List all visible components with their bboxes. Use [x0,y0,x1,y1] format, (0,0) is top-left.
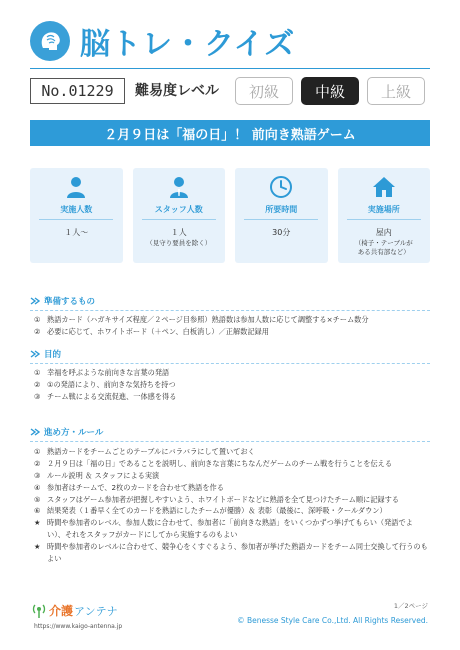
double-chevron-icon [30,296,40,306]
section-title: 準備するもの [44,297,96,307]
difficulty-label: 難易度レベル [135,83,219,99]
info-cards [30,168,430,263]
info-label: 実施場所 [367,205,400,214]
double-chevron-icon [30,349,40,359]
info-card-staff [133,168,226,263]
copyright-notice: © Benesse Style Care Co.,Ltd. All Rights Reserved. [237,616,428,625]
item-text: ルール説明 ＆ スタッフによる実演 [47,470,160,480]
level-beginner: 初級 [235,77,293,105]
rules-list [34,446,429,565]
item-number: ① [34,315,41,324]
info-label: 所要時間 [265,205,298,214]
item-text: 幸福を呼ぶような前向きな言葉の発語 [47,368,170,377]
item-text: 時間や参加者のレベルに合わせて、競争心をくすぐるよう、参加者が挙げた熟語カードをチーム同士交換して行うのもよい [47,542,428,563]
house-icon [371,174,397,200]
section-divider [30,363,430,364]
info-divider [39,219,113,220]
list-item [34,482,429,494]
info-card-duration [235,168,328,263]
info-card-location [338,168,431,263]
page-number: 1／2ページ [393,602,428,610]
item-text: スタッフはゲーム参加者が把握しやすいよう、ホワイトボードなどに熟語を全て見つけたチーム順に記録する [47,494,399,504]
list-item [34,379,429,391]
info-divider [347,219,421,220]
item-text: チーム戦による交流促進、一体感を得る [47,391,177,401]
item-text: 必要に応じて、ホワイトボード（＋ペン、白板消し）／正解数記録用 [47,326,269,336]
section-header-rules [30,424,430,440]
item-number: ② [34,326,41,336]
item-text: 熟語カード（ハガキサイズ程度／２ページ目参照）熟語数は参加人数に応じて調整する×チーム数分 [47,315,369,324]
quiz-title-banner: ２月９日は「福の日」！ 前向き熟語ゲーム [30,120,430,146]
person-icon [63,174,89,200]
list-item [34,391,429,403]
item-text: ２月９日は「福の日」であることを説明し、前向きな言葉にちなんだゲームのチーム戦を行うことを伝える [47,458,393,468]
antenna-icon [32,603,46,619]
info-value: １人～ [64,228,89,237]
level-advanced: 上級 [367,77,425,105]
info-note: （見守り要員を除く） [146,238,212,247]
list-item [34,541,429,565]
staff-icon [166,174,192,200]
kaigo-antenna-logo[interactable] [32,602,118,619]
list-item [34,458,429,470]
item-number: ★ [34,518,41,528]
clock-icon [268,174,294,200]
section-title: 進め方・ルール [44,428,104,438]
item-number: ④ [34,482,41,492]
item-text: ①の発語により、前向きな気持ちを持つ [47,379,176,389]
list-item [34,505,429,517]
item-number: ★ [34,542,41,551]
item-number: ③ [34,470,41,480]
item-text: 参加者はチームで、2枚のカードを合わせて熟語を作る [47,482,224,492]
logo-subtext: アンテナ [74,604,118,618]
header [30,20,430,62]
list-item [34,367,429,379]
double-chevron-icon [30,427,40,437]
page-title: 脳トレ・クイズ [80,27,296,62]
purpose-list [34,367,429,403]
list-item [34,470,429,482]
section-header-prep [30,293,430,309]
info-card-participants [30,168,123,263]
list-item [34,517,429,541]
info-value: 30分 [272,228,291,237]
info-note: （椅子・テーブルが ある共有部など） [354,238,413,256]
list-item [34,314,429,326]
item-text: 結果発表（１番早く全てのカードを熟語にしたチームが優勝）＆ 表彰（最後に、深呼吸・クールダウン） [47,506,387,516]
info-value: 屋内 [375,228,392,237]
item-number: ① [34,368,41,377]
info-value: １人 [170,228,187,237]
info-divider [244,219,318,220]
logo-text: 介護 [49,604,74,618]
item-text: 熟語カードをチームごとのテーブルにバラバラにして置いておく [47,447,255,456]
section-header-purpose [30,346,430,362]
info-divider [142,219,216,220]
quiz-number: No.01229 [30,78,125,104]
list-item [34,326,429,338]
section-divider [30,310,430,311]
item-number: ③ [34,391,41,401]
list-item [34,494,429,506]
section-title: 目的 [44,350,62,360]
item-number: ② [34,458,41,468]
info-label: 実施人数 [60,205,93,214]
item-number: ⑤ [34,494,41,504]
item-number: ⑥ [34,506,41,516]
list-item [34,446,429,458]
level-intermediate: 中級 [301,77,359,105]
site-url[interactable]: https://www.kaigo-antenna.jp [34,623,123,630]
header-divider [30,68,430,69]
item-text: 時間や参加者のレベル、参加人数に合わせて、参加者に「前向きな熟語」をいくつかずつ挙げてもらい（発語でよい）、それをスタッフがカードにしてから実施するのもよい [47,518,413,540]
brain-head-icon [30,21,70,61]
item-number: ② [34,379,41,389]
prep-list [34,314,429,338]
item-number: ① [34,447,41,456]
section-divider [30,441,430,442]
info-label: スタッフ人数 [154,205,203,214]
